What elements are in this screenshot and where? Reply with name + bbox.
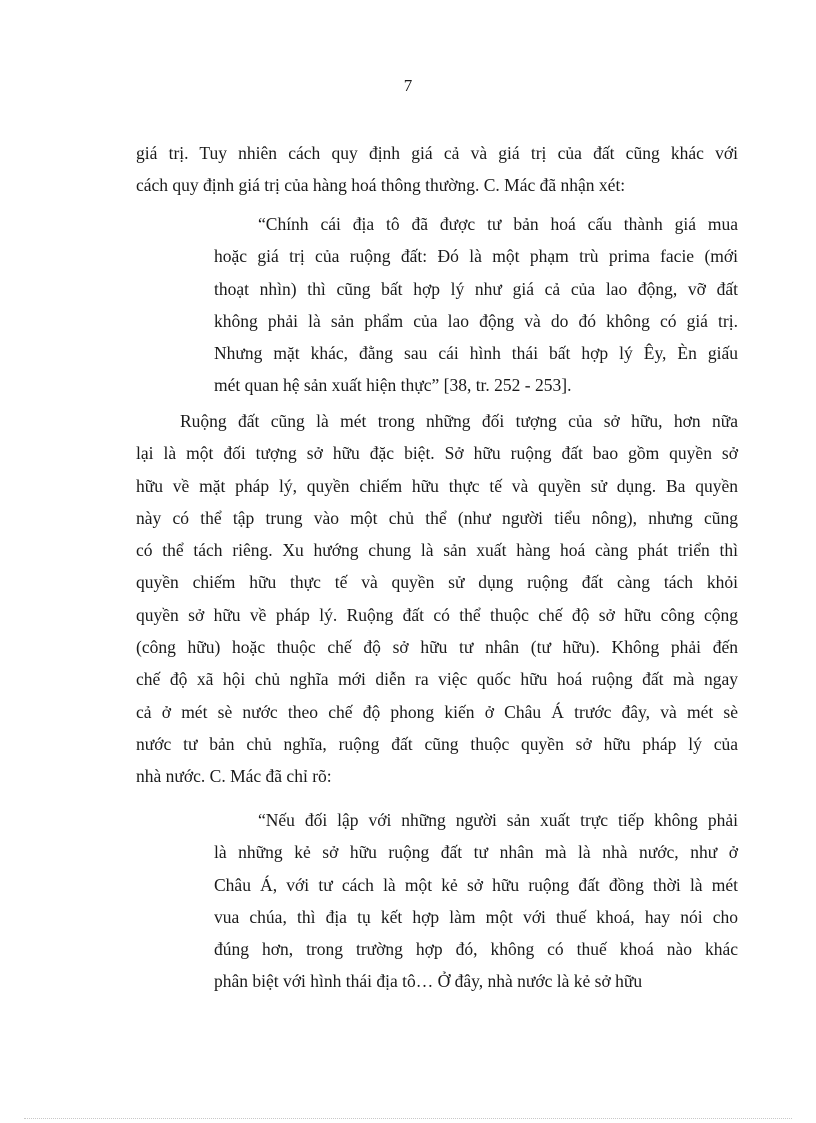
- paragraph-line: quyền chiếm hữu thực tế và quyền sử dụng ruộng đất càng tách khỏi: [136, 572, 738, 593]
- page-number: 7: [403, 76, 413, 95]
- quote-line: Nhưng mặt khác, đằng sau cái hình thái bất hợp lý Êy, Èn giấu: [214, 343, 738, 364]
- paragraph-line: chế độ xã hội chủ nghĩa mới diễn ra việc quốc hữu hoá ruộng đất mà ngay: [136, 669, 738, 690]
- paragraph-line: giá trị. Tuy nhiên cách quy định giá cả và giá trị của đất cũng khác với: [136, 143, 738, 163]
- paragraph-line: Ruộng đất cũng là mét trong những đối tượng của sở hữu, hơn nữa: [180, 411, 738, 431]
- block-quote-1: [214, 208, 738, 402]
- paragraph-line: quyền sở hữu về pháp lý. Ruộng đất có thể thuộc chế độ sở hữu công cộng: [136, 604, 738, 625]
- paragraph-line: nhà nước. C. Mác đã chỉ rõ:: [136, 766, 332, 787]
- paragraph-2: [136, 405, 738, 793]
- quote-line: “Nếu đối lập với những người sản xuất trực tiếp không phải: [258, 810, 738, 830]
- quote-line: đúng hơn, trong trường hợp đó, không có thuế khoá nào khác: [214, 939, 738, 960]
- paragraph-line: lại là một đối tượng sở hữu đặc biệt. Sở hữu ruộng đất bao gồm quyền sở: [136, 443, 738, 464]
- paragraph-line: nước tư bản chủ nghĩa, ruộng đất cũng thuộc quyền sở hữu pháp lý của: [136, 733, 738, 754]
- quote-line: thoạt nhìn) thì cũng bất hợp lý như giá cả của lao động, vỡ đất: [214, 278, 738, 299]
- paragraph-line: có thể tách riêng. Xu hướng chung là sản xuất hàng hoá càng phát triển thì: [136, 540, 738, 561]
- paragraph-line: hữu về mặt pháp lý, quyền chiếm hữu thực tế và quyền sử dụng. Ba quyền: [136, 475, 738, 496]
- paragraph-line: này có thể tập trung vào một chủ thể (như người tiểu nông), nhưng cũng: [136, 507, 738, 528]
- paragraph-1: [136, 137, 738, 202]
- quote-line: không phải là sản phẩm của lao động và do đó không có giá trị.: [214, 310, 738, 331]
- page-bottom-divider: [24, 1118, 792, 1119]
- quote-line: là những kẻ sở hữu ruộng đất tư nhân mà là nhà nước, như ở: [214, 842, 738, 863]
- paragraph-line: cách quy định giá trị của hàng hoá thông thường. C. Mác đã nhận xét:: [136, 175, 626, 196]
- block-quote-2: [214, 804, 738, 998]
- paragraph-line: (công hữu) hoặc thuộc chế độ sở hữu tư nhân (tư hữu). Không phải đến: [136, 637, 738, 658]
- quote-line: Châu Á, với tư cách là một kẻ sở hữu ruộng đất đồng thời là mét: [214, 874, 738, 895]
- quote-line: mét quan hệ sản xuất hiện thực” [38, tr. 252 - 253].: [214, 375, 572, 396]
- quote-line: phân biệt với hình thái địa tô… Ở đây, nhà nước là kẻ sở hữu: [214, 971, 643, 992]
- paragraph-line: cả ở mét sè nước theo chế độ phong kiến ở Châu Á trước đây, và mét sè: [136, 701, 738, 722]
- quote-line: vua chúa, thì địa tụ kết hợp làm một với thuế khoá, hay nói cho: [214, 906, 738, 927]
- quote-line: hoặc giá trị của ruộng đất: Đó là một phạm trù prima facie (mới: [214, 246, 738, 267]
- quote-line: “Chính cái địa tô đã được tư bản hoá cấu thành giá mua: [258, 214, 738, 234]
